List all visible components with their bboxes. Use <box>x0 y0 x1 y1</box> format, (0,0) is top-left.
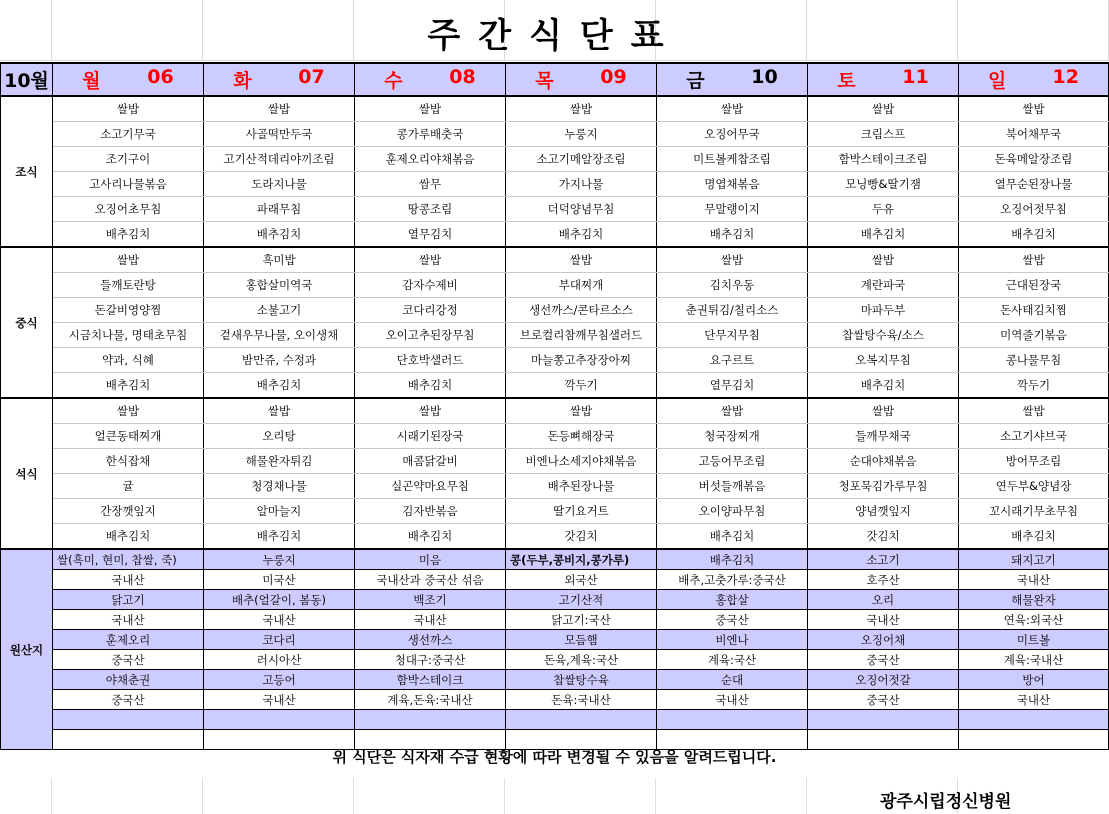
menu-item: 비엔나소세지야채볶음 <box>506 449 657 474</box>
menu-item: 쌀밥 <box>506 247 657 273</box>
menu-item: 배추김치 <box>506 222 657 248</box>
menu-item: 배추김치 <box>355 524 506 550</box>
day-name: 수 <box>384 70 403 92</box>
menu-row <box>1 222 1109 248</box>
menu-item: 쌀밥 <box>657 398 808 424</box>
origin-cell: 미트볼 <box>959 630 1109 650</box>
menu-item: 돈등뼈해장국 <box>506 424 657 449</box>
origin-cell: 중국산 <box>53 650 204 670</box>
origin-cell: 국내산 <box>657 690 808 710</box>
menu-item: 청포묵김가루무침 <box>808 474 959 499</box>
origin-cell: 닭고기:국산 <box>506 610 657 630</box>
menu-row <box>1 398 1109 424</box>
origin-cell: 훈제오리 <box>53 630 204 650</box>
origin-cell: 국내산 <box>959 690 1109 710</box>
origin-row <box>1 570 1109 590</box>
origin-cell: 닭고기 <box>53 590 204 610</box>
meal-label: 중식 <box>1 247 53 398</box>
origin-cell: 코다리 <box>204 630 355 650</box>
menu-item: 청국장찌개 <box>657 424 808 449</box>
day-name: 금 <box>686 70 705 92</box>
origin-row <box>1 710 1109 730</box>
menu-item: 누룽지 <box>506 122 657 147</box>
day-header <box>959 63 1109 96</box>
origin-cell: 중국산 <box>53 690 204 710</box>
day-name: 목 <box>535 70 554 92</box>
menu-item: 배추김치 <box>53 222 204 248</box>
menu-item: 배추김치 <box>959 524 1109 550</box>
menu-item: 열무순된장나물 <box>959 172 1109 197</box>
menu-item: 얼큰동태찌개 <box>53 424 204 449</box>
menu-item: 시금치나물, 명태초무침 <box>53 323 204 348</box>
day-name: 일 <box>988 70 1007 92</box>
menu-item: 돈육메알장조림 <box>959 147 1109 172</box>
menu-item: 배추김치 <box>657 524 808 550</box>
meal-label: 석식 <box>1 398 53 549</box>
menu-item: 오복지무침 <box>808 348 959 373</box>
origin-cell: 오징어젓갈 <box>808 670 959 690</box>
menu-item: 배추김치 <box>808 373 959 399</box>
menu-row <box>1 172 1109 197</box>
menu-item: 쌀밥 <box>657 96 808 122</box>
origin-cell: 쌀(흑미, 현미, 찹쌀, 죽) <box>53 549 204 570</box>
menu-item: 오징어젓무침 <box>959 197 1109 222</box>
menu-item: 쌀밥 <box>506 398 657 424</box>
menu-item: 도라지나물 <box>204 172 355 197</box>
menu-item: 코다리강정 <box>355 298 506 323</box>
origin-cell: 돈육:국내산 <box>506 690 657 710</box>
menu-table <box>0 62 1109 750</box>
menu-item: 배추김치 <box>808 222 959 248</box>
meal-label: 조식 <box>1 96 53 247</box>
origin-row <box>1 630 1109 650</box>
menu-row <box>1 348 1109 373</box>
hospital-name: 광주시립정신병원 <box>880 792 1012 812</box>
day-header-content <box>204 66 354 93</box>
menu-item: 열무김치 <box>657 373 808 399</box>
day-header-content <box>959 66 1108 93</box>
menu-item: 훈제오리야채볶음 <box>355 147 506 172</box>
menu-row <box>1 247 1109 273</box>
menu-item: 감자수제비 <box>355 273 506 298</box>
origin-cell <box>204 710 355 730</box>
menu-item: 땅콩조림 <box>355 197 506 222</box>
day-date: 07 <box>298 66 325 88</box>
menu-item: 약과, 식혜 <box>53 348 204 373</box>
day-name: 화 <box>233 70 252 92</box>
origin-cell: 국내산 <box>204 610 355 630</box>
origin-cell: 배추,고춧가루:중국산 <box>657 570 808 590</box>
day-date: 08 <box>449 66 476 88</box>
menu-item: 갓김치 <box>808 524 959 550</box>
menu-item: 북어채무국 <box>959 122 1109 147</box>
menu-row <box>1 197 1109 222</box>
menu-item: 딸기요거트 <box>506 499 657 524</box>
menu-item: 쌀밥 <box>53 398 204 424</box>
menu-item: 춘권튀김/칠리소스 <box>657 298 808 323</box>
menu-item: 흑미밥 <box>204 247 355 273</box>
origin-row <box>1 590 1109 610</box>
menu-item: 계란파국 <box>808 273 959 298</box>
menu-item: 쌀밥 <box>53 247 204 273</box>
menu-row <box>1 499 1109 524</box>
origin-cell: 모듬햄 <box>506 630 657 650</box>
menu-item: 쌀밥 <box>355 247 506 273</box>
menu-item: 쌀밥 <box>959 398 1109 424</box>
origin-cell: 중국산 <box>657 610 808 630</box>
menu-item: 열무김치 <box>355 222 506 248</box>
menu-item: 오리탕 <box>204 424 355 449</box>
menu-item: 소고기무국 <box>53 122 204 147</box>
menu-item: 찹쌀탕수육/소스 <box>808 323 959 348</box>
menu-item: 오이양파무침 <box>657 499 808 524</box>
notice-text: 위 식단은 식자재 수급 현황에 따라 변경될 수 있음을 알려드립니다. <box>332 748 777 766</box>
menu-item: 간장깻잎지 <box>53 499 204 524</box>
menu-item: 양념깻잎지 <box>808 499 959 524</box>
origin-cell: 국내산 <box>53 570 204 590</box>
origin-cell <box>657 710 808 730</box>
origin-cell: 고등어 <box>204 670 355 690</box>
origin-cell: 돈육,계육:국산 <box>506 650 657 670</box>
menu-item: 콩나물무침 <box>959 348 1109 373</box>
menu-item: 쌀밥 <box>808 398 959 424</box>
day-header-row <box>1 63 1109 96</box>
origin-cell: 호주산 <box>808 570 959 590</box>
menu-item: 단호박샐러드 <box>355 348 506 373</box>
menu-item: 쌀밥 <box>355 398 506 424</box>
menu-item: 알마늘지 <box>204 499 355 524</box>
origin-cell <box>355 710 506 730</box>
day-date: 09 <box>600 66 627 88</box>
menu-item: 크림스프 <box>808 122 959 147</box>
origin-cell: 배추(얼갈이, 봄동) <box>204 590 355 610</box>
menu-item: 배추김치 <box>204 524 355 550</box>
origin-cell: 야채춘권 <box>53 670 204 690</box>
menu-item: 소고기샤브국 <box>959 424 1109 449</box>
day-header <box>355 63 506 96</box>
menu-item: 배추김치 <box>657 222 808 248</box>
menu-item: 배추김치 <box>204 222 355 248</box>
menu-item: 명엽채볶음 <box>657 172 808 197</box>
day-date: 11 <box>902 66 929 88</box>
menu-item: 쌈무 <box>355 172 506 197</box>
origin-cell: 국내산 <box>808 610 959 630</box>
origin-cell: 미음 <box>355 549 506 570</box>
menu-item: 쌀밥 <box>355 96 506 122</box>
menu-item: 단무지무침 <box>657 323 808 348</box>
origin-row <box>1 670 1109 690</box>
origin-cell: 계육:국산 <box>657 650 808 670</box>
menu-item: 쌀밥 <box>204 398 355 424</box>
menu-item: 소고기메알장조림 <box>506 147 657 172</box>
origin-cell: 백조기 <box>355 590 506 610</box>
menu-item: 모닝빵&딸기잼 <box>808 172 959 197</box>
menu-item: 홍합살미역국 <box>204 273 355 298</box>
day-header-content <box>808 66 958 93</box>
menu-row <box>1 147 1109 172</box>
origin-cell: 누룽지 <box>204 549 355 570</box>
menu-row <box>1 524 1109 550</box>
menu-item: 미트볼케찹조림 <box>657 147 808 172</box>
menu-item: 사골떡만두국 <box>204 122 355 147</box>
origin-row <box>1 610 1109 630</box>
day-header <box>657 63 808 96</box>
menu-row <box>1 122 1109 147</box>
menu-item: 무말랭이지 <box>657 197 808 222</box>
day-date: 10 <box>751 66 778 88</box>
menu-item: 깍두기 <box>506 373 657 399</box>
menu-item: 돈사태김치찜 <box>959 298 1109 323</box>
menu-item: 꼬시래기무초무침 <box>959 499 1109 524</box>
day-header-content <box>506 66 656 93</box>
day-date: 12 <box>1052 66 1079 88</box>
menu-item: 생선까스/콘타르소스 <box>506 298 657 323</box>
menu-item: 방어무조림 <box>959 449 1109 474</box>
menu-item: 마늘쫑고추장장아찌 <box>506 348 657 373</box>
origin-cell: 국내산 <box>355 610 506 630</box>
menu-item: 버섯들깨볶음 <box>657 474 808 499</box>
menu-item: 배추김치 <box>53 373 204 399</box>
menu-item: 밤만쥬, 수정과 <box>204 348 355 373</box>
day-name: 토 <box>837 70 856 92</box>
menu-item: 배추김치 <box>959 222 1109 248</box>
menu-item: 요구르트 <box>657 348 808 373</box>
menu-item: 쌀밥 <box>959 96 1109 122</box>
origin-cell: 오징어채 <box>808 630 959 650</box>
menu-item: 배추김치 <box>355 373 506 399</box>
menu-item: 시래기된장국 <box>355 424 506 449</box>
origin-cell <box>808 710 959 730</box>
origin-cell: 연육:외국산 <box>959 610 1109 630</box>
origin-cell: 생선까스 <box>355 630 506 650</box>
menu-item: 두유 <box>808 197 959 222</box>
menu-item: 오징어초무침 <box>53 197 204 222</box>
menu-item: 들깨토란탕 <box>53 273 204 298</box>
day-header <box>808 63 959 96</box>
origin-row <box>1 690 1109 710</box>
menu-item: 쌀밥 <box>53 96 204 122</box>
menu-item: 고사리나물볶음 <box>53 172 204 197</box>
menu-item: 갓김치 <box>506 524 657 550</box>
menu-item: 콩가루배춧국 <box>355 122 506 147</box>
month-label: 10월 <box>1 63 53 96</box>
origin-row <box>1 650 1109 670</box>
origin-cell: 콩(두부,콩비지,콩가루) <box>506 549 657 570</box>
origin-cell: 중국산 <box>808 650 959 670</box>
origin-label: 원산지 <box>1 549 53 750</box>
origin-cell: 외국산 <box>506 570 657 590</box>
menu-item: 김자반볶음 <box>355 499 506 524</box>
origin-cell: 중국산 <box>808 690 959 710</box>
day-header <box>204 63 355 96</box>
origin-cell: 미국산 <box>204 570 355 590</box>
menu-item: 쌀밥 <box>657 247 808 273</box>
menu-item: 깍두기 <box>959 373 1109 399</box>
menu-item: 귤 <box>53 474 204 499</box>
menu-item: 배추김치 <box>53 524 204 550</box>
menu-item: 실곤약마요무침 <box>355 474 506 499</box>
menu-item: 브로컬리참깨무침샐러드 <box>506 323 657 348</box>
origin-cell: 오리 <box>808 590 959 610</box>
origin-cell: 소고기 <box>808 549 959 570</box>
origin-cell: 홍합살 <box>657 590 808 610</box>
day-header-content <box>657 66 807 93</box>
menu-item: 근대된장국 <box>959 273 1109 298</box>
day-header <box>506 63 657 96</box>
menu-row <box>1 449 1109 474</box>
origin-cell: 국내산 <box>53 610 204 630</box>
menu-row <box>1 424 1109 449</box>
menu-item: 함박스테이크조림 <box>808 147 959 172</box>
menu-item: 더덕양념무침 <box>506 197 657 222</box>
menu-item: 겉새우무나물, 오이생채 <box>204 323 355 348</box>
origin-cell <box>959 710 1109 730</box>
menu-item: 조기구이 <box>53 147 204 172</box>
origin-cell: 러시아산 <box>204 650 355 670</box>
origin-cell: 돼지고기 <box>959 549 1109 570</box>
day-header-content <box>53 66 203 93</box>
menu-item: 쌀밥 <box>204 96 355 122</box>
menu-item: 해물완자튀김 <box>204 449 355 474</box>
origin-cell: 해물완자 <box>959 590 1109 610</box>
origin-cell: 함박스테이크 <box>355 670 506 690</box>
menu-item: 쌀밥 <box>808 96 959 122</box>
menu-item: 배추김치 <box>204 373 355 399</box>
menu-item: 미역줄기볶음 <box>959 323 1109 348</box>
menu-item: 들깨무채국 <box>808 424 959 449</box>
menu-row <box>1 474 1109 499</box>
menu-item: 돈갈비영양찜 <box>53 298 204 323</box>
menu-row <box>1 323 1109 348</box>
menu-item: 한식잡채 <box>53 449 204 474</box>
origin-cell: 고기산적 <box>506 590 657 610</box>
menu-item: 마파두부 <box>808 298 959 323</box>
origin-cell: 방어 <box>959 670 1109 690</box>
menu-item: 매콤닭갈비 <box>355 449 506 474</box>
day-name: 월 <box>82 70 101 92</box>
menu-item: 배추된장나물 <box>506 474 657 499</box>
menu-item: 쌀밥 <box>808 247 959 273</box>
origin-cell: 배추김치 <box>657 549 808 570</box>
day-date: 06 <box>147 66 174 88</box>
menu-item: 가지나물 <box>506 172 657 197</box>
menu-row <box>1 96 1109 122</box>
origin-cell: 비엔나 <box>657 630 808 650</box>
menu-item: 소불고기 <box>204 298 355 323</box>
menu-item: 부대찌개 <box>506 273 657 298</box>
origin-cell: 국내산 <box>204 690 355 710</box>
menu-item: 쌀밥 <box>506 96 657 122</box>
origin-cell: 국내산 <box>959 570 1109 590</box>
menu-item: 청경채나물 <box>204 474 355 499</box>
day-header <box>53 63 204 96</box>
menu-item: 고등어무조림 <box>657 449 808 474</box>
menu-item: 순대야채볶음 <box>808 449 959 474</box>
origin-row <box>1 549 1109 570</box>
menu-row <box>1 373 1109 399</box>
origin-cell: 찹쌀탕수육 <box>506 670 657 690</box>
menu-item: 오이고추된장무침 <box>355 323 506 348</box>
origin-cell: 청대구:중국산 <box>355 650 506 670</box>
menu-item: 파래무침 <box>204 197 355 222</box>
menu-item: 고기산적데리야끼조림 <box>204 147 355 172</box>
origin-cell: 국내산과 중국산 섞음 <box>355 570 506 590</box>
origin-cell: 계육:국내산 <box>959 650 1109 670</box>
day-header-content <box>355 66 505 93</box>
menu-item: 김치우동 <box>657 273 808 298</box>
menu-item: 쌀밥 <box>959 247 1109 273</box>
menu-row <box>1 273 1109 298</box>
page-title: 주간식단표 <box>427 16 682 56</box>
menu-row <box>1 298 1109 323</box>
origin-cell: 계육,돈육:국내산 <box>355 690 506 710</box>
origin-cell: 순대 <box>657 670 808 690</box>
menu-item: 오징어무국 <box>657 122 808 147</box>
menu-item: 연두부&양념장 <box>959 474 1109 499</box>
origin-cell <box>506 710 657 730</box>
origin-cell <box>53 710 204 730</box>
